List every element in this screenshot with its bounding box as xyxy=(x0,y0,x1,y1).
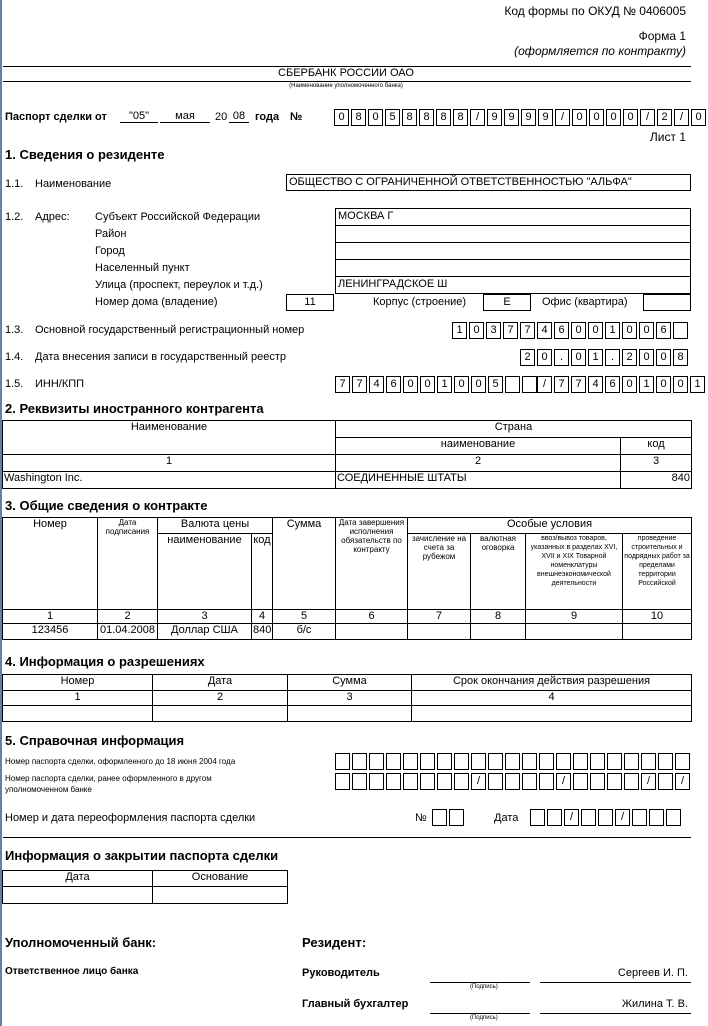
digit-cell[interactable]: 0 xyxy=(403,376,418,393)
n12: 1.2. xyxy=(5,211,24,223)
digit-cell[interactable] xyxy=(454,773,469,790)
digit-cell[interactable]: / xyxy=(674,109,689,126)
digit-cell[interactable] xyxy=(420,753,435,770)
digit-cell[interactable]: 8 xyxy=(453,109,468,126)
digit-cell[interactable]: 0 xyxy=(571,349,586,366)
digit-cell[interactable]: 3 xyxy=(486,322,501,339)
digit-cell[interactable]: 0 xyxy=(656,376,671,393)
digit-cell[interactable] xyxy=(573,773,588,790)
permit-sum-cell[interactable] xyxy=(288,706,412,722)
reissue-number-cells xyxy=(432,809,466,826)
digit-cell[interactable]: 0 xyxy=(572,109,587,126)
digit-cell[interactable]: 6 xyxy=(554,322,569,339)
closing-table xyxy=(2,870,288,904)
passport-year-suffix: года xyxy=(255,111,280,123)
bank-signature-title: Уполномоченный банк: xyxy=(5,935,157,950)
contract-cell[interactable]: б/с xyxy=(273,624,336,640)
director-sign-line xyxy=(430,982,530,983)
digit-cell[interactable] xyxy=(590,753,605,770)
digit-cell[interactable]: 5 xyxy=(488,376,503,393)
contractor-table xyxy=(2,420,692,489)
digit-cell[interactable]: 1 xyxy=(437,376,452,393)
digit-cell[interactable]: / xyxy=(470,109,485,126)
col-num: 1 xyxy=(3,691,153,706)
digit-cell[interactable]: 0 xyxy=(368,109,383,126)
digit-cell[interactable] xyxy=(530,809,545,826)
other-bank-passport-cells xyxy=(335,773,692,790)
digit-cell[interactable] xyxy=(539,753,554,770)
digit-cell[interactable]: 6 xyxy=(605,376,620,393)
digit-cell[interactable]: 1 xyxy=(588,349,603,366)
h-fx-clause: валютная оговорка xyxy=(471,534,526,610)
inn-label: ИНН/КПП xyxy=(35,378,85,390)
digit-cell[interactable] xyxy=(420,773,435,790)
digit-cell[interactable] xyxy=(539,773,554,790)
h-abroad: зачисление на счета за рубежом xyxy=(408,534,471,610)
okud-code: Код формы по ОКУД № 0406005 xyxy=(504,4,686,18)
digit-cell[interactable]: / xyxy=(641,773,656,790)
bank-caption: (Наименование уполномоченного банка) xyxy=(289,83,403,89)
form-note: (оформляется по контракту) xyxy=(514,44,686,58)
digit-cell[interactable] xyxy=(658,773,673,790)
h-permit-sum: Сумма xyxy=(288,675,412,691)
digit-cell[interactable]: 0 xyxy=(334,109,349,126)
digit-cell[interactable]: 8 xyxy=(673,349,688,366)
digit-cell[interactable] xyxy=(432,809,447,826)
bank-name: СБЕРБАНК РОССИИ ОАО xyxy=(278,67,414,79)
sheet-number: Лист 1 xyxy=(649,130,686,144)
digit-cell[interactable]: 7 xyxy=(503,322,518,339)
permits-table xyxy=(2,674,692,722)
col-country-header: Страна xyxy=(336,421,692,438)
digit-cell[interactable]: 0 xyxy=(469,322,484,339)
closing-date-cell[interactable] xyxy=(3,887,153,904)
digit-cell[interactable]: 8 xyxy=(436,109,451,126)
digit-cell[interactable]: 0 xyxy=(623,109,638,126)
h-date: Дата подписания xyxy=(98,518,158,610)
reissue-date-label: Дата xyxy=(494,812,519,824)
name-label: Наименование xyxy=(35,178,112,190)
accountant-name-line xyxy=(540,1013,691,1014)
table-row xyxy=(3,624,692,640)
closing-basis-cell[interactable] xyxy=(153,887,288,904)
digit-cell[interactable] xyxy=(352,753,367,770)
col-num: 7 xyxy=(408,610,471,624)
passport-month: мая xyxy=(160,110,210,123)
district-label: Район xyxy=(95,228,127,240)
digit-cell[interactable]: 7 xyxy=(554,376,569,393)
digit-cell[interactable]: 0 xyxy=(420,376,435,393)
h-goods: ввоз/вывоз товаров, указанных в разделах XVI, XVII и XIX Товарной номенклатуры внешнеэкономической деятельности xyxy=(526,534,623,610)
digit-cell[interactable]: 0 xyxy=(656,349,671,366)
building-field[interactable]: Е xyxy=(483,294,531,311)
digit-cell[interactable]: 0 xyxy=(589,109,604,126)
digit-cell[interactable]: 6 xyxy=(386,376,401,393)
h-construction: проведение строительных и подрядных работ за пределами территории Российской xyxy=(623,534,692,610)
digit-cell[interactable]: / xyxy=(537,376,552,393)
digit-cell[interactable]: 8 xyxy=(351,109,366,126)
digit-cell[interactable]: / xyxy=(564,809,579,826)
locality-field[interactable] xyxy=(335,259,691,277)
col-name-header: Наименование xyxy=(3,421,336,455)
digit-cell[interactable] xyxy=(505,773,520,790)
digit-cell[interactable] xyxy=(607,753,622,770)
h-currency-name: наименование xyxy=(158,534,252,610)
digit-cell[interactable]: 2 xyxy=(520,349,535,366)
digit-cell[interactable] xyxy=(547,809,562,826)
digit-cell[interactable]: 0 xyxy=(588,322,603,339)
section5-title: 5. Справочная информация xyxy=(5,733,185,748)
section-divider xyxy=(3,837,691,838)
col-num: 3 xyxy=(158,610,252,624)
digit-cell[interactable]: 0 xyxy=(639,349,654,366)
accountant-name: Жилина Т. В. xyxy=(621,998,688,1010)
digit-cell[interactable]: 0 xyxy=(454,376,469,393)
digit-cell[interactable]: 0 xyxy=(622,322,637,339)
passport-number-label: № xyxy=(290,111,303,123)
h-currency-code: код xyxy=(252,534,273,610)
ogrn-label: Основной государственный регистрационный номер xyxy=(35,324,305,336)
digit-cell[interactable] xyxy=(505,753,520,770)
digit-cell[interactable] xyxy=(590,773,605,790)
digit-cell[interactable]: 1 xyxy=(605,322,620,339)
h-currency: Валюта цены xyxy=(158,518,273,534)
digit-cell[interactable] xyxy=(403,773,418,790)
director-label: Руководитель xyxy=(302,967,380,979)
digit-cell[interactable]: 2 xyxy=(657,109,672,126)
h-sum: Сумма xyxy=(273,518,336,610)
digit-cell[interactable]: 0 xyxy=(691,109,706,126)
n13: 1.3. xyxy=(5,324,24,336)
digit-cell[interactable] xyxy=(505,376,520,393)
digit-cell[interactable]: 1 xyxy=(639,376,654,393)
col-num: 8 xyxy=(471,610,526,624)
digit-cell[interactable] xyxy=(437,773,452,790)
col-num: 5 xyxy=(273,610,336,624)
other-bank-label-a: Номер паспорта сделки, ранее оформленного в другом xyxy=(5,774,212,783)
digit-cell[interactable] xyxy=(649,809,664,826)
other-bank-label-b: уполномоченном банке xyxy=(5,785,92,794)
digit-cell[interactable]: / xyxy=(615,809,630,826)
digit-cell[interactable]: 0 xyxy=(673,376,688,393)
digit-cell[interactable] xyxy=(675,753,690,770)
digit-cell[interactable]: 7 xyxy=(520,322,535,339)
digit-cell[interactable] xyxy=(624,753,639,770)
table-row xyxy=(3,887,288,904)
passport-year-prefix: 20 xyxy=(215,111,228,123)
digit-cell[interactable] xyxy=(641,753,656,770)
digit-cell[interactable]: 5 xyxy=(385,109,400,126)
digit-cell[interactable]: 9 xyxy=(504,109,519,126)
section1-title: 1. Сведения о резиденте xyxy=(5,147,165,162)
digit-cell[interactable] xyxy=(369,753,384,770)
digit-cell[interactable]: 9 xyxy=(521,109,536,126)
digit-cell[interactable]: / xyxy=(675,773,690,790)
col-num: 2 xyxy=(153,691,288,706)
digit-cell[interactable] xyxy=(369,773,384,790)
digit-cell[interactable] xyxy=(454,753,469,770)
accountant-sign-line xyxy=(430,1013,530,1014)
permit-number-cell[interactable] xyxy=(3,706,153,722)
contract-cell[interactable]: 840 xyxy=(252,624,273,640)
digit-cell[interactable]: / xyxy=(471,773,486,790)
digit-cell[interactable]: 7 xyxy=(571,376,586,393)
digit-cell[interactable] xyxy=(673,322,688,339)
city-label: Город xyxy=(95,245,125,257)
permit-date-cell[interactable] xyxy=(153,706,288,722)
old-passport-label: Номер паспорта сделки, оформленного до 18 июня 2004 года xyxy=(5,757,236,766)
column-numbers xyxy=(3,691,692,706)
col-num: 9 xyxy=(526,610,623,624)
accountant-sign-caption: (Подпись) xyxy=(470,1015,498,1021)
digit-cell[interactable] xyxy=(556,753,571,770)
h-number: Номер xyxy=(3,518,98,610)
digit-cell[interactable] xyxy=(581,809,596,826)
closing-title: Информация о закрытии паспорта сделки xyxy=(5,848,279,863)
col-num: 3 xyxy=(288,691,412,706)
office-field[interactable] xyxy=(643,294,691,311)
contract-cell[interactable]: Доллар США xyxy=(158,624,252,640)
col-num: 4 xyxy=(412,691,692,706)
contract-cell[interactable]: 01.04.2008 xyxy=(98,624,158,640)
ogrn-cells xyxy=(452,322,690,339)
contract-table xyxy=(2,517,692,640)
passport-year: 08 xyxy=(229,110,249,123)
digit-cell[interactable] xyxy=(471,753,486,770)
digit-cell[interactable] xyxy=(624,773,639,790)
digit-cell[interactable]: 0 xyxy=(471,376,486,393)
digit-cell[interactable] xyxy=(666,809,681,826)
contract-cell[interactable] xyxy=(408,624,471,640)
building-label: Корпус (строение) xyxy=(373,296,467,308)
digit-cell[interactable]: / xyxy=(555,109,570,126)
digit-cell[interactable]: / xyxy=(556,773,571,790)
digit-cell[interactable]: 9 xyxy=(538,109,553,126)
district-field[interactable] xyxy=(335,225,691,243)
digit-cell[interactable]: 7 xyxy=(335,376,350,393)
digit-cell[interactable] xyxy=(522,773,537,790)
h-closing-basis: Основание xyxy=(153,871,288,887)
passport-label: Паспорт сделки от xyxy=(5,111,107,123)
col-num: 3 xyxy=(621,455,692,472)
digit-cell[interactable] xyxy=(386,773,401,790)
city-field[interactable] xyxy=(335,242,691,260)
digit-cell[interactable]: 0 xyxy=(622,376,637,393)
subject-label: Субъект Российской Федерации xyxy=(95,211,261,223)
digit-cell[interactable]: / xyxy=(640,109,655,126)
passport-number-cells xyxy=(334,109,708,126)
resident-name-field[interactable]: ОБЩЕСТВО С ОГРАНИЧЕННОЙ ОТВЕТСТВЕННОСТЬЮ "АЛЬФА" xyxy=(286,174,691,191)
contract-cell[interactable] xyxy=(623,624,692,640)
resident-signature-title: Резидент: xyxy=(302,935,367,950)
contract-cell[interactable]: 123456 xyxy=(3,624,98,640)
digit-cell[interactable] xyxy=(352,773,367,790)
col-num: 1 xyxy=(3,610,98,624)
digit-cell[interactable]: 0 xyxy=(639,322,654,339)
h-closing-date: Дата xyxy=(3,871,153,887)
digit-cell[interactable] xyxy=(632,809,647,826)
digit-cell[interactable] xyxy=(488,773,503,790)
contract-cell[interactable] xyxy=(471,624,526,640)
digit-cell[interactable] xyxy=(522,753,537,770)
registry-date-label: Дата внесения записи в государственный реестр xyxy=(35,351,286,363)
passport-day: "05" xyxy=(120,110,158,123)
digit-cell[interactable] xyxy=(437,753,452,770)
digit-cell[interactable] xyxy=(403,753,418,770)
digit-cell[interactable]: 0 xyxy=(537,349,552,366)
digit-cell[interactable]: 9 xyxy=(487,109,502,126)
digit-cell[interactable]: 4 xyxy=(588,376,603,393)
digit-cell[interactable] xyxy=(658,753,673,770)
h-end-date: Дата завершения исполнения обязательств по контракту xyxy=(336,518,408,610)
table-row xyxy=(3,706,692,722)
contractor-country[interactable]: СОЕДИНЕННЫЕ ШТАТЫ xyxy=(336,472,621,489)
house-label: Номер дома (владение) xyxy=(95,296,218,308)
h-special: Особые условия xyxy=(408,518,692,534)
digit-cell[interactable]: 0 xyxy=(571,322,586,339)
section2-title: 2. Реквизиты иностранного контрагента xyxy=(5,401,264,416)
contract-cell[interactable] xyxy=(526,624,623,640)
director-sign-caption: (Подпись) xyxy=(470,984,498,990)
section3-title: 3. Общие сведения о контракте xyxy=(5,498,208,513)
reissue-label: Номер и дата переоформления паспорта сделки xyxy=(5,812,256,824)
digit-cell[interactable]: 6 xyxy=(656,322,671,339)
digit-cell[interactable]: . xyxy=(554,349,569,366)
street-field[interactable]: ЛЕНИНГРАДСКОЕ Ш xyxy=(335,276,691,294)
digit-cell[interactable] xyxy=(522,376,537,393)
digit-cell[interactable] xyxy=(449,809,464,826)
registry-date-cells xyxy=(520,349,690,366)
col-num: 2 xyxy=(336,455,621,472)
digit-cell[interactable]: 8 xyxy=(402,109,417,126)
col-num: 2 xyxy=(98,610,158,624)
bank-person-label: Ответственное лицо банка xyxy=(5,966,139,977)
digit-cell[interactable] xyxy=(573,753,588,770)
bank-line xyxy=(3,81,691,82)
reissue-no-label: № xyxy=(415,812,427,824)
old-passport-cells xyxy=(335,753,692,770)
house-field[interactable]: 11 xyxy=(286,294,334,311)
reissue-date-cells xyxy=(530,809,683,826)
subject-field[interactable]: МОСКВА Г xyxy=(335,208,691,226)
col-country-code-header: код xyxy=(621,438,692,455)
inn-cells xyxy=(335,376,539,393)
section4-title: 4. Информация о разрешениях xyxy=(5,654,205,669)
contractor-name[interactable]: Washington Inc. xyxy=(3,472,336,489)
h-permit-date: Дата xyxy=(153,675,288,691)
digit-cell[interactable] xyxy=(335,773,350,790)
digit-cell[interactable]: 7 xyxy=(352,376,367,393)
accountant-label: Главный бухгалтер xyxy=(302,998,409,1010)
digit-cell[interactable] xyxy=(488,753,503,770)
digit-cell[interactable]: 4 xyxy=(537,322,552,339)
digit-cell[interactable]: 4 xyxy=(369,376,384,393)
n11: 1.1. xyxy=(5,178,24,190)
n14: 1.4. xyxy=(5,351,24,363)
digit-cell[interactable]: 2 xyxy=(622,349,637,366)
digit-cell[interactable]: 1 xyxy=(452,322,467,339)
h-permit-number: Номер xyxy=(3,675,153,691)
kpp-cells xyxy=(537,376,707,393)
locality-label: Населенный пункт xyxy=(95,262,190,274)
contractor-country-code[interactable]: 840 xyxy=(621,472,692,489)
col-num: 10 xyxy=(623,610,692,624)
digit-cell[interactable]: 8 xyxy=(419,109,434,126)
director-name-line xyxy=(540,982,691,983)
col-num: 1 xyxy=(3,455,336,472)
n15: 1.5. xyxy=(5,378,24,390)
digit-cell[interactable]: . xyxy=(605,349,620,366)
digit-cell[interactable] xyxy=(386,753,401,770)
h-permit-expiry: Срок окончания действия разрешения xyxy=(412,675,692,691)
col-country-name-header: наименование xyxy=(336,438,621,455)
digit-cell[interactable]: 1 xyxy=(690,376,705,393)
column-numbers xyxy=(3,610,692,624)
col-num: 4 xyxy=(252,610,273,624)
address-label: Адрес: xyxy=(35,211,70,223)
digit-cell[interactable] xyxy=(607,773,622,790)
digit-cell[interactable]: 0 xyxy=(606,109,621,126)
director-name: Сергеев И. П. xyxy=(617,967,688,979)
permit-expiry-cell[interactable] xyxy=(412,706,692,722)
col-num: 6 xyxy=(336,610,408,624)
office-label: Офис (квартира) xyxy=(542,296,628,308)
table-row xyxy=(3,472,692,489)
digit-cell[interactable] xyxy=(598,809,613,826)
digit-cell[interactable] xyxy=(335,753,350,770)
contract-cell[interactable] xyxy=(336,624,408,640)
form-number: Форма 1 xyxy=(638,29,686,43)
street-label: Улица (проспект, переулок и т.д.) xyxy=(95,279,263,291)
